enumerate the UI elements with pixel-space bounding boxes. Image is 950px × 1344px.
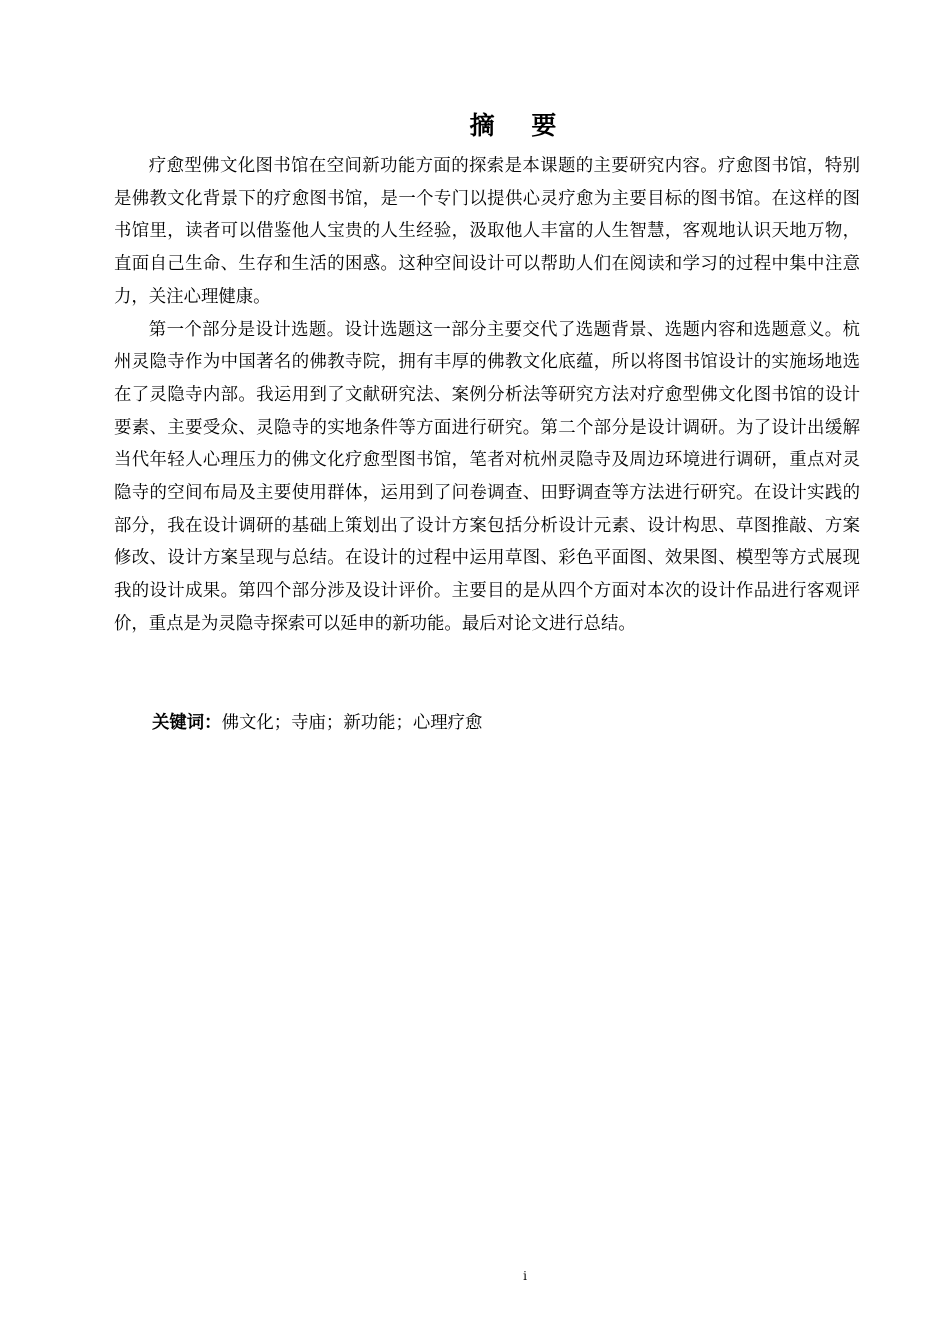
keywords-label: 关键词： [152, 713, 222, 733]
abstract-title: 摘 要 [469, 111, 571, 140]
abstract-paragraph-2: 第一个部分是设计选题。设计选题这一部分主要交代了选题背景、选题内容和选题意义。杭州灵隐寺作为中国著名的佛教寺院，拥有丰厚的佛教文化底蕴，所以将图书馆设计的实施场地选在了灵隐寺内部。我运用到了文献研究法、案例分析法等研究方法对疗愈型佛文化图书馆的设计要素、主要受众、灵隐寺的实地条件等方面进行研究。第二个部分是设计调研。为了设计出缓解当代年轻人心理压力的佛文化疗愈型图书馆，笔者对杭州灵隐寺及周边环境进行调研，重点对灵隐寺的空间布局及主要使用群体，运用到了问卷调查、田野调查等方法进行研究。在设计实践的部分，我在设计调研的基础上策划出了设计方案包括分析设计元素、设计构思、草图推敲、方案修改、设计方案呈现与总结。在设计的过程中运用草图、彩色平面图、效果图、模型等方式展现我的设计成果。第四个部分涉及设计评价。主要目的是从四个方面对本次的设计作品进行客观评价，重点是为灵隐寺探索可以延申的新功能。最后对论文进行总结。 [114, 319, 860, 634]
keywords-text: 佛文化；寺庙；新功能；心理疗愈 [221, 713, 483, 733]
abstract-paragraph-1: 疗愈型佛文化图书馆在空间新功能方面的探索是本课题的主要研究内容。疗愈图书馆，特别是佛教文化背景下的疗愈图书馆，是一个专门以提供心灵疗愈为主要目标的图书馆。在这样的图书馆里，读者可以借鉴他人宝贵的人生经验，汲取他人丰富的人生智慧，客观地认识天地万物，直面自己生命、生存和生活的困惑。这种空间设计可以帮助人们在阅读和学习的过程中集中注意力，关注心理健康。 [114, 156, 860, 307]
keywords-line [152, 708, 852, 738]
abstract-body [114, 150, 860, 641]
page-number: i [523, 1269, 527, 1283]
